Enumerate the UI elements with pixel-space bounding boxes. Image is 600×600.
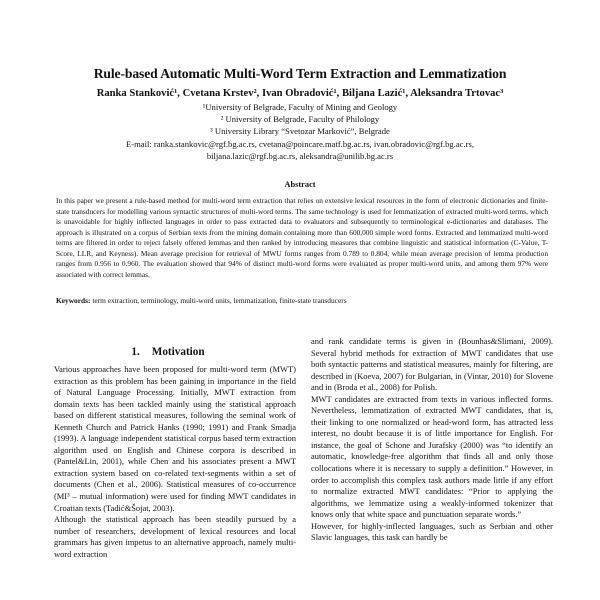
paper-title: Rule-based Automatic Multi-Word Term Extraction and Lemmatization (93, 66, 507, 81)
left-column (54, 364, 296, 560)
affiliation-2: ² University of Belgrade, Faculty of Philology (220, 114, 380, 124)
paper-authors: Ranka Stanković¹, Cvetana Krstev², Ivan Obradović¹, Biljana Lazić¹, Aleksandra Trtovac³ (96, 88, 504, 99)
paragraph: MWT candidates are extracted from texts in various inflected forms. Nevertheless, lemmatization of extracted MWT candidates, that is, their linking to one normalized or head-word form, has attracted less interest, no doubt because it is of little importance for English. For instance, the goal of Schone and Jurafsky (2000) was “to identify an automatic, knowledge-free algorithm that finds all and only those collocations where it is necessary to supply a definition.” However, in order to accomplish this complex task authors made little if any effort to normalize extracted MWT candidates: “Prior to applying the algorithms, we lemmatize using a weakly-informed tokenizer that knows only that white space and punctuation separate words.” (311, 393, 553, 520)
abstract-heading: Abstract (284, 180, 316, 189)
paragraph: Although the statistical approach has been steadily pursued by a number of researchers, development of lexical resources and local grammars has given impetus to an alternative approach, namely multi-word extraction (54, 514, 296, 559)
paragraph: Various approaches have been proposed for multi-word term (MWT) extraction as this problem has been gaining in importance in the field of Natural Language Processing. Initially, MWT extraction from domain texts has been tackled mainly using the statistical approach based on different statistical measures, following the seminal work of Kenneth Church and Patrick Hanks (1990; 1991) and Frank Smadja (1993). A language independent statistical corpus based term extraction algorithm used on English and Chinese corpora is described in (Pantel&Lin, 2001), while Chen and his associates present a MWT extraction system based on co-related text-segments within a set of documents (Chen et al., 2006). Statistical measures of co-occurrence (MI³ – mutual information) were used for finding MWT candidates in Croatian texts (Tadić&Šojat, 2003). (54, 364, 296, 513)
keywords-text: term extraction, terminology, multi-word units, lemmatization, finite-state transducers (92, 296, 347, 305)
affiliation-1: ¹University of Belgrade, Faculty of Mining and Geology (202, 102, 398, 112)
affiliation-3: ³ University Library “Svetozar Marković”, Belgrade (210, 126, 390, 136)
section-number: 1. (131, 346, 140, 358)
paragraph: and rank candidate terms is given in (Bounhas&Slimani, 2009). Several hybrid methods for extraction of MWT candidates that use both syntactic patterns and statistical measures, mainly for filtering, are described in (Koeva, 2007) for Bulgarian, in (Vintar, 2010) for Slovene and in (Broda et al., 2008) for Polish. (311, 336, 553, 393)
right-column (311, 336, 553, 544)
section-heading (54, 346, 294, 358)
email-line-1: E-mail: ranka.stankovic@rgf.bg.ac.rs, cvetana@poincare.matf.bg.ac.rs, ivan.obradovic@rgf.bg.ac.rs, (126, 139, 474, 149)
keywords-line (56, 296, 548, 305)
email-line-2: biljana.lazic@rgf.bg.ac.rs, aleksandra@unilib.bg.ac.rs (206, 151, 394, 161)
paragraph: However, for highly-inflected languages, such as Serbian and other Slavic languages, this task can hardly be (311, 520, 553, 543)
abstract-text: In this paper we present a rule-based method for multi-word term extraction that relies on extensive lexical resources in the form of electronic dictionaries and finite-state transducers for modelling various syntactic structures of multi-word terms. The same technology is used for lemmatization of extracted multi-word terms, which is unavoidable for highly inflected languages in order to pass extracted data to evaluators and subsequently to terminological e-dictionaries and databases. The approach is illustrated on a corpus of Serbian texts from the mining domain containing more than 600,000 simple word forms. Extracted and lemmatized multi-word terms are filtered in order to reject falsely offered lemmas and then ranked by introducing measures that combine linguistic and statistical information (C-Value, T-Score, LLR, and Keyness). Mean average precision for retrieval of MWU forms ranges from 0.789 to 0.804, while mean average precision of lemma production ranges from 0.956 to 0.960. The evaluation showed that 94% of distinct multi-word forms were evaluated as proper multi-word units, and among them 97% were associated with correct lemmas. (56, 196, 548, 279)
section-title: Motivation (151, 346, 205, 358)
keywords-label: Keywords: (56, 296, 91, 305)
